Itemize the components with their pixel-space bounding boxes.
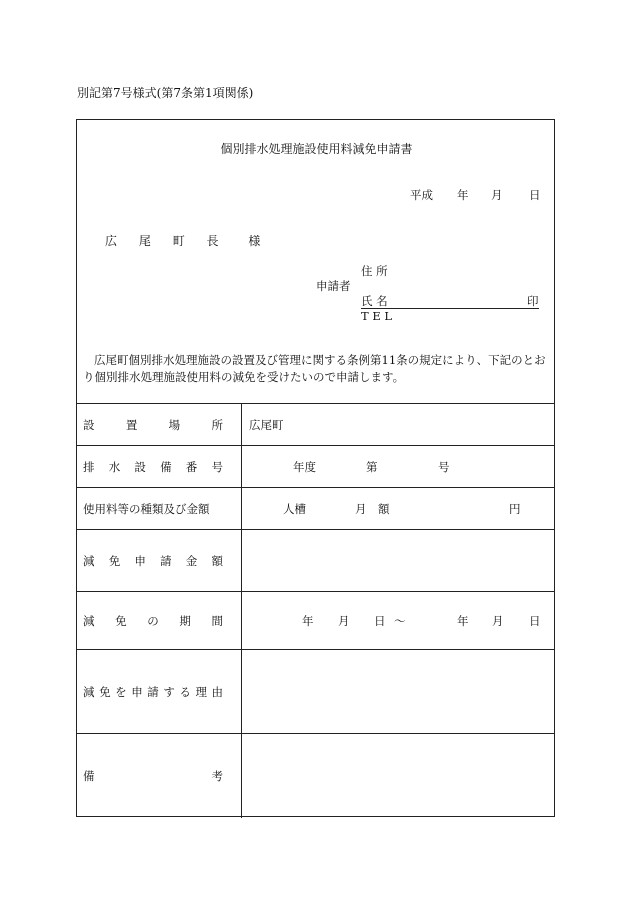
request-statement: 広尾町個別排水処理施設の設置及び管理に関する条例第11条の規定により、下記のとおり個別排水処理施設使用料の減免を受けたいので申請します。	[83, 353, 546, 384]
number-prefix: 第	[366, 459, 378, 474]
yen-unit: 円	[509, 501, 521, 516]
number-suffix: 号	[438, 459, 450, 474]
table-row	[76, 734, 555, 818]
reduction-amount-field[interactable]	[242, 530, 556, 592]
table-row	[76, 404, 555, 446]
period-start-year: 年	[302, 613, 314, 628]
reason-field[interactable]	[242, 650, 556, 734]
applicant-label: 申請者	[316, 279, 351, 293]
addressee-char: 様	[248, 234, 262, 248]
date-day: 日	[529, 188, 541, 202]
application-form	[76, 119, 555, 817]
period-tilde: ～	[394, 613, 406, 628]
table-row	[76, 592, 555, 650]
location-value: 広尾町	[249, 417, 284, 432]
period-end-year: 年	[457, 613, 469, 628]
name-label: 氏 名	[361, 294, 388, 308]
addressee-char: 広	[105, 234, 119, 248]
address-label: 住 所	[361, 264, 388, 278]
table-row	[76, 530, 555, 592]
table-row	[76, 650, 555, 734]
addressee-char: 尾	[138, 234, 152, 248]
reduction-amount-label: 減 免 申 請 金 額	[76, 530, 242, 592]
form-reference: 別記第7号様式(第7条第1項関係)	[77, 86, 254, 100]
table-row	[76, 488, 555, 530]
remarks-field[interactable]	[242, 734, 556, 818]
table-row	[76, 446, 555, 488]
form-title: 個別排水処理施設使用料減免申請書	[220, 142, 413, 156]
seal-mark: 印	[527, 294, 539, 308]
reduction-period-label: 減 免 の 期 間	[76, 592, 242, 650]
remarks-label: 備 考	[76, 734, 242, 818]
date-era: 平成	[410, 188, 433, 202]
fee-field[interactable]	[242, 488, 556, 530]
reason-label: 減 免 を 申 請 す る 理 由	[76, 650, 242, 734]
addressee	[105, 232, 277, 249]
date-month: 月	[491, 188, 503, 202]
period-start-month: 月	[338, 613, 350, 628]
tank-capacity-label: 人槽	[283, 501, 306, 516]
equipment-number-label: 排 水 設 備 番 号	[76, 446, 242, 488]
tel-label: T E L	[361, 309, 393, 323]
period-end-day: 日	[529, 613, 541, 628]
reduction-period-field[interactable]	[242, 592, 556, 650]
addressee-char: 長	[206, 234, 220, 248]
location-label: 設 置 場 所	[76, 404, 242, 446]
date-year: 年	[457, 188, 469, 202]
period-end-month: 月	[492, 613, 504, 628]
fiscal-year-label: 年度	[293, 459, 316, 474]
period-start-day: 日	[374, 613, 386, 628]
monthly-amount-label: 月 額	[355, 501, 390, 516]
location-field[interactable]	[242, 404, 556, 446]
fee-label: 使用料等の種類及び金額	[76, 488, 242, 530]
name-underline	[361, 294, 539, 309]
addressee-char: 町	[172, 234, 186, 248]
form-table	[76, 403, 555, 818]
equipment-number-field[interactable]	[242, 446, 556, 488]
